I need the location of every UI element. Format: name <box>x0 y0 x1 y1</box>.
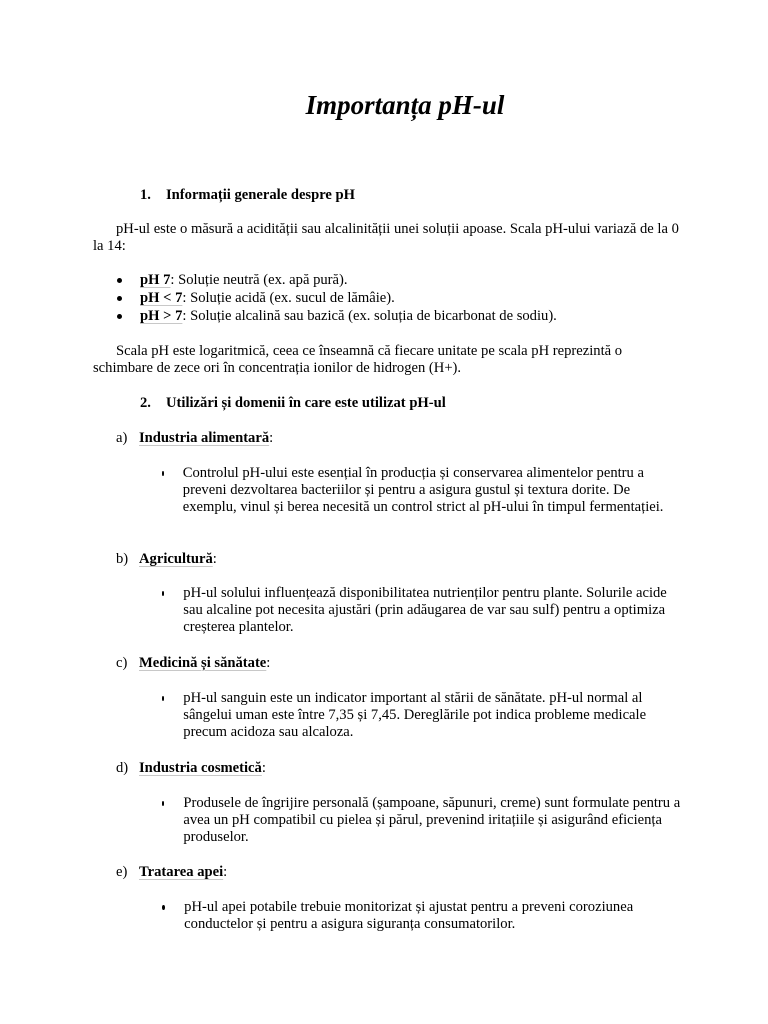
list-item <box>162 795 682 846</box>
list-item <box>117 290 395 307</box>
section-1-outro: Scala pH este logaritmică, ceea ce înseamnă că fiecare unitate pe scala pH reprezintă o schimbare de zece ori în concentrația ionilor de hidrogen (H+). <box>93 343 623 376</box>
domain-name: Industria cosmetică <box>139 760 262 776</box>
section-2-heading <box>140 395 446 412</box>
domain-colon: : <box>266 655 271 671</box>
domain-description: Controlul pH-ului este esențial în producția și conservarea alimentelor pentru a preveni dezvoltarea bacteriilor și pentru a asigura gustul și textura dorite. De exemplu, vinul și berea necesită un control strict al pH-ului în timpul fermentației. <box>182 465 664 515</box>
domain-heading <box>116 430 273 447</box>
domain-colon: : <box>269 430 274 446</box>
bullet-icon <box>162 471 164 476</box>
section-1-intro: pH-ul este o măsură a acidității sau alcalinității unei soluții apoase. Scala pH-ului variază de la 0 la 14: <box>93 221 679 254</box>
section-1-title: Informații generale despre pH <box>166 187 356 203</box>
bullet-icon <box>162 905 165 910</box>
domain-name: Agricultură <box>139 551 213 567</box>
ph-term: pH 7 <box>140 272 171 288</box>
ph-description: : Soluție acidă (ex. sucul de lămâie). <box>182 290 395 306</box>
domain-description: pH-ul solului influențează disponibilitatea nutrienților pentru plante. Solurile acide sau alcaline pot necesita ajustări (prin adăugarea de var sau sulf) pentru a optimiza creșterea plantelor. <box>183 585 667 635</box>
domain-description: pH-ul sanguin este un indicator important al stării de sănătate. pH-ul normal al sângelui uman este între 7,35 și 7,45. Dereglările pot indica probleme medicale precum acidoza sau alcaloza. <box>183 690 647 740</box>
domain-letter: a) <box>116 430 128 446</box>
section-2-number: 2. <box>140 395 151 411</box>
domain-colon: : <box>223 864 228 880</box>
domain-heading <box>116 551 217 568</box>
domain-name: Medicină și sănătate <box>139 655 267 671</box>
bullet-icon <box>117 278 122 283</box>
domain-name: Industria alimentară <box>139 430 270 446</box>
section-2-title: Utilizări și domenii în care este utilizat pH-ul <box>166 395 446 411</box>
bullet-icon <box>162 591 164 596</box>
bullet-icon <box>117 296 122 301</box>
bullet-icon <box>162 696 164 701</box>
domain-heading <box>116 655 270 672</box>
domain-description: pH-ul apei potabile trebuie monitorizat și ajustat pentru a preveni coroziunea conductelor și pentru a asigura siguranța consumatorilor. <box>184 899 634 932</box>
bullet-icon <box>117 314 122 319</box>
ph-term: pH > 7 <box>140 308 183 324</box>
ph-term: pH < 7 <box>140 290 183 306</box>
ph-description: : Soluție alcalină sau bazică (ex. soluția de bicarbonat de sodiu). <box>182 308 557 324</box>
list-item <box>117 272 348 289</box>
domain-letter: e) <box>116 864 128 880</box>
section-1-number: 1. <box>140 187 151 203</box>
document-title: Importanța pH-ul <box>305 90 505 120</box>
domain-description: Produsele de îngrijire personală (șampoane, săpunuri, creme) sunt formulate pentru a avea un pH compatibil cu pielea și părul, prevenind iritațiile și asigurând eficiența produselor. <box>183 795 681 845</box>
domain-name: Tratarea apei <box>139 864 224 880</box>
list-item <box>162 690 682 741</box>
ph-description: : Soluție neutră (ex. apă pură). <box>170 272 348 288</box>
bullet-icon <box>162 801 164 806</box>
list-item <box>162 899 682 933</box>
domain-heading <box>116 760 266 777</box>
section-1-heading <box>140 187 355 204</box>
domain-colon: : <box>212 551 217 567</box>
domain-heading <box>116 864 227 881</box>
domain-colon: : <box>261 760 266 776</box>
domain-letter: c) <box>116 655 128 671</box>
list-item <box>162 465 682 516</box>
domain-letter: b) <box>116 551 129 567</box>
domain-letter: d) <box>116 760 129 776</box>
list-item <box>162 585 682 636</box>
list-item <box>117 308 557 325</box>
